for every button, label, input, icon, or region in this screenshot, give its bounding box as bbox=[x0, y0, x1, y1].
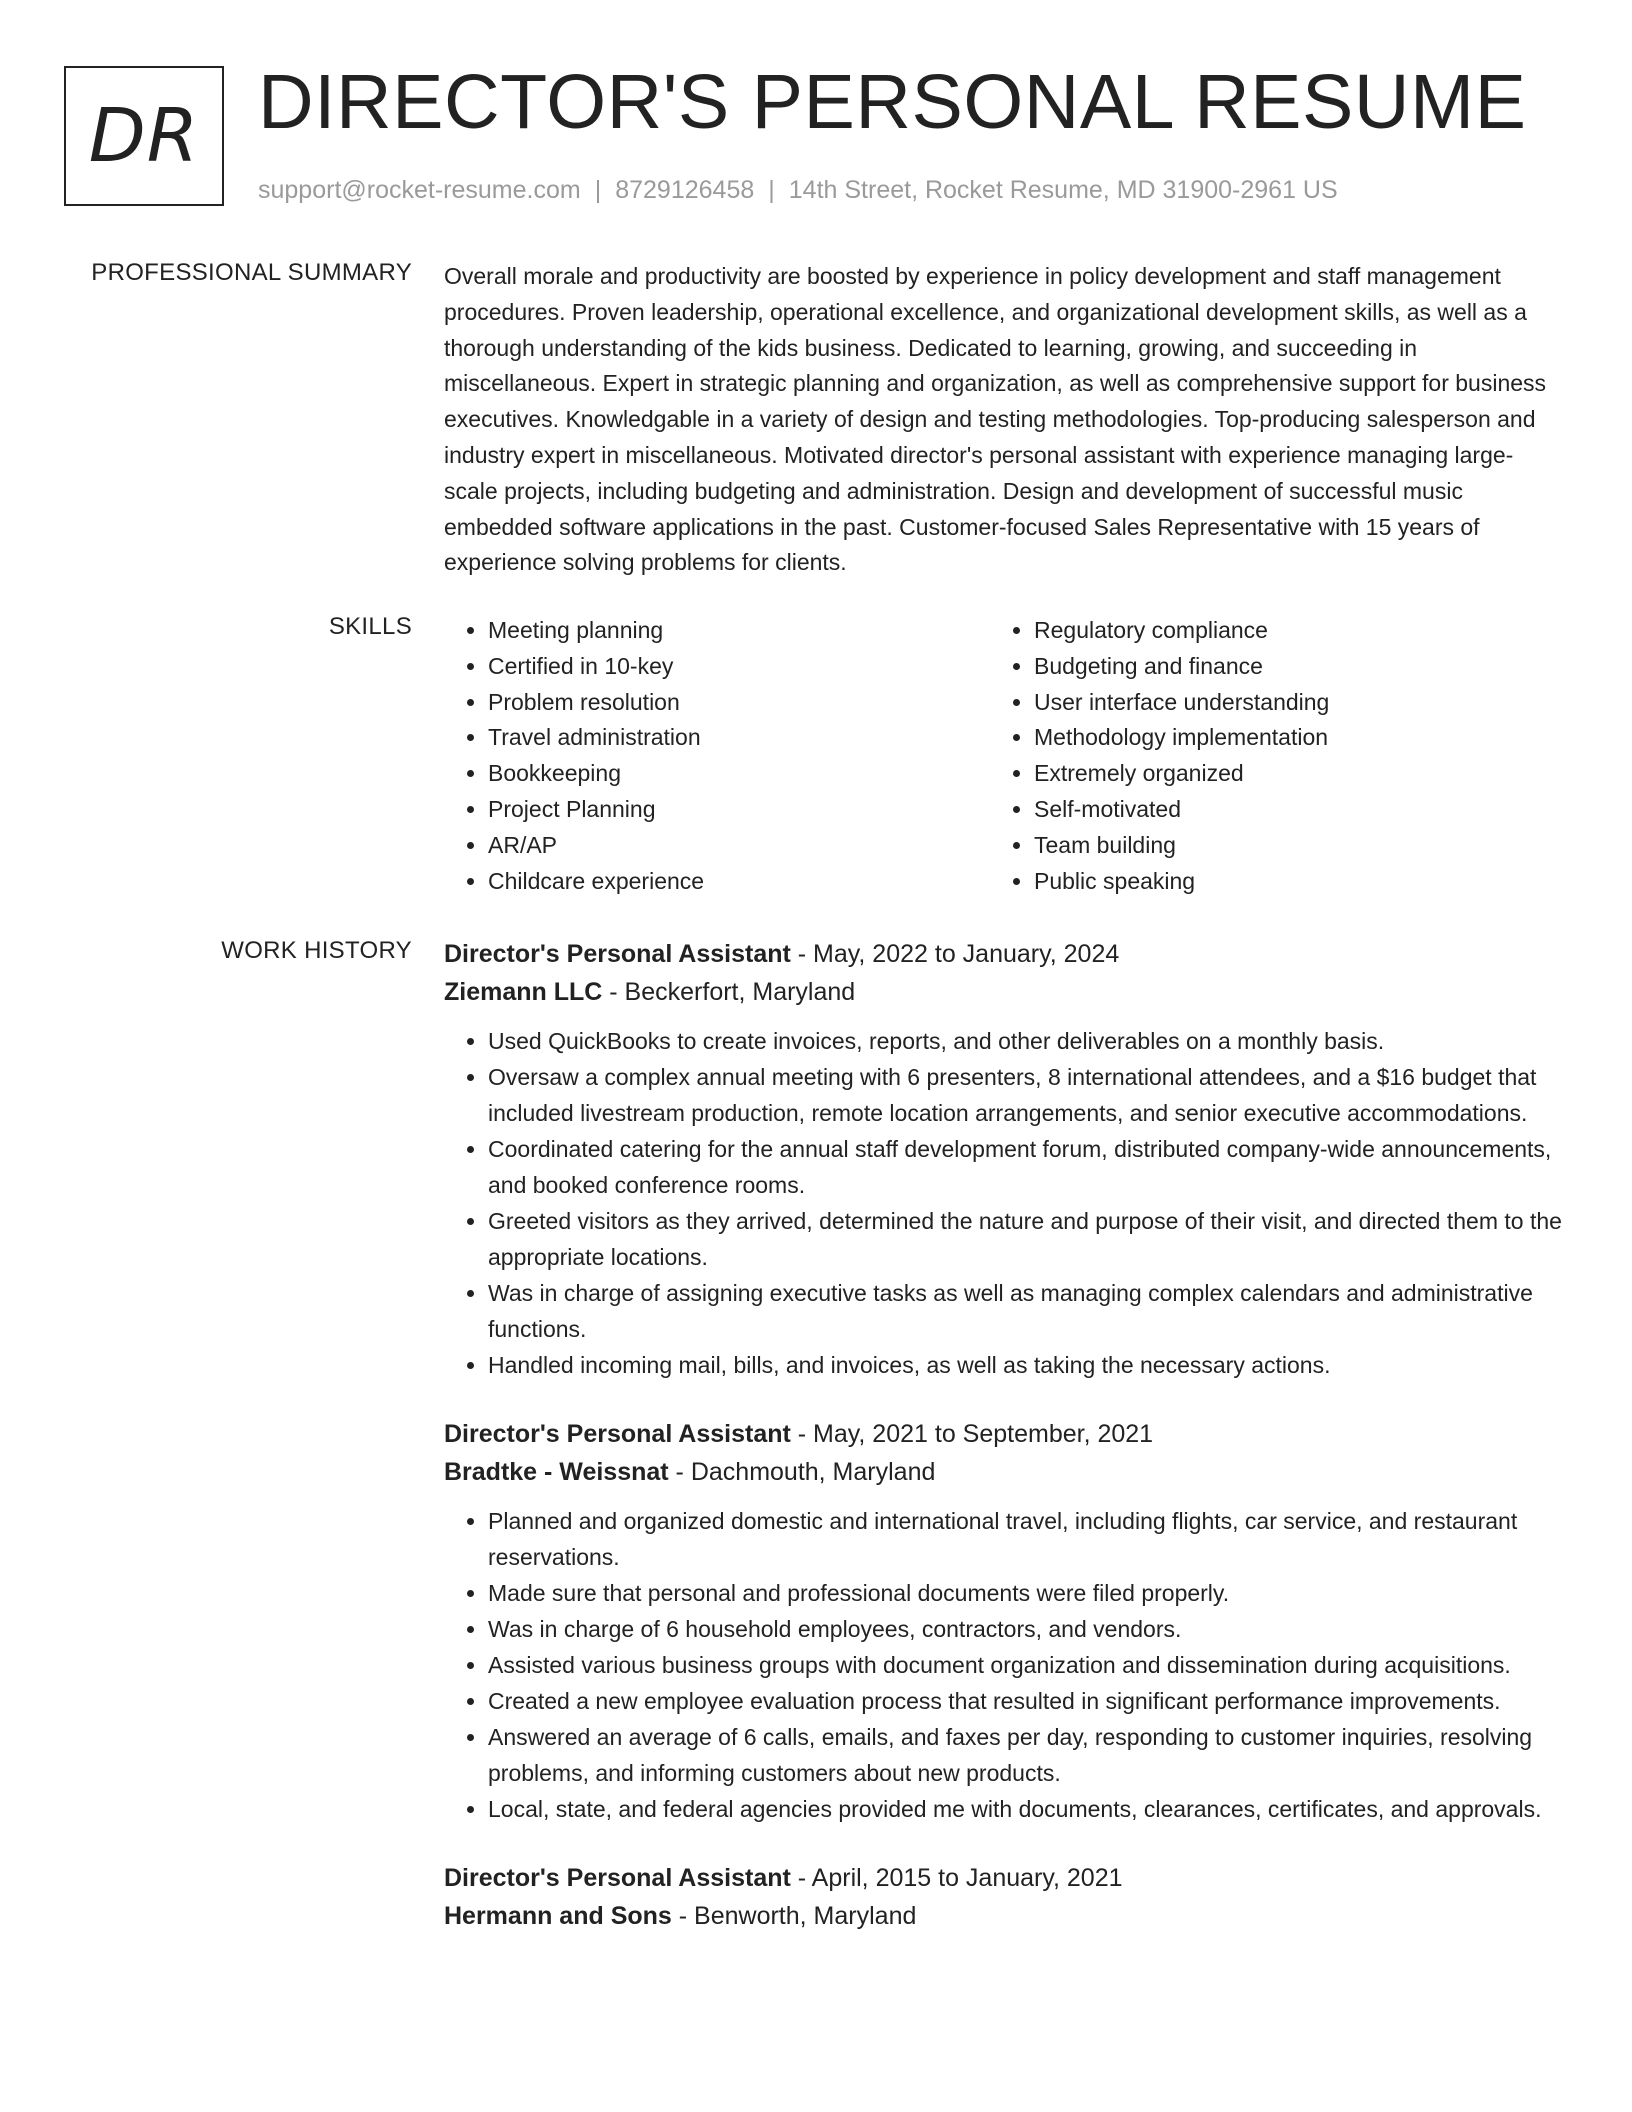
job-bullet: • Was in charge of assigning executive tasks as well as managing complex calendars and administrative functions. bbox=[488, 1275, 1564, 1347]
contact-address: 14th Street, Rocket Resume, MD 31900-2961 US bbox=[788, 176, 1338, 204]
job-bullet: • Handled incoming mail, bills, and invoices, as well as taking the necessary actions. bbox=[488, 1347, 1564, 1383]
section-label-summary: PROFESSIONAL SUMMARY bbox=[91, 259, 412, 286]
job-location: - Beckerfort, Maryland bbox=[602, 978, 856, 1006]
job-title: Director's Personal Assistant bbox=[444, 940, 791, 968]
job-company-line bbox=[444, 1453, 1564, 1491]
skill-item: • Budgeting and finance bbox=[1034, 649, 1536, 685]
skills-list-left bbox=[444, 613, 990, 899]
job-dates: - April, 2015 to January, 2021 bbox=[790, 1864, 1123, 1892]
job-company: Bradtke - Weissnat bbox=[444, 1458, 669, 1486]
skill-item: • Childcare experience bbox=[488, 864, 990, 900]
skill-item: • Certified in 10-key bbox=[488, 649, 990, 685]
skill-item: • Regulatory compliance bbox=[1034, 613, 1536, 649]
job-bullets bbox=[444, 1023, 1564, 1383]
job-bullet: • Made sure that personal and professional documents were filed properly. bbox=[488, 1575, 1564, 1611]
skill-item: • Team building bbox=[1034, 828, 1536, 864]
skill-item: • Travel administration bbox=[488, 720, 990, 756]
job-bullet: • Coordinated catering for the annual staff development forum, distributed company-wide announcements, and booked conference rooms. bbox=[488, 1131, 1564, 1203]
job-bullet: • Planned and organized domestic and international travel, including flights, car service, and restaurant reservations. bbox=[488, 1503, 1564, 1575]
job-bullet: • Local, state, and federal agencies provided me with documents, clearances, certificates, and approvals. bbox=[488, 1791, 1564, 1827]
skill-item: • Extremely organized bbox=[1034, 756, 1536, 792]
summary-text: Overall morale and productivity are boosted by experience in policy development and staff management procedures. Proven leadership, operational excellence, and organizational development skills, as well as a thorough understanding of the kids business. Dedicated to learning, growing, and succeeding in miscellaneous. Expert in strategic planning and organization, as well as comprehensive support for business executives. Knowledgable in a variety of design and testing methodologies. Top-producing salesperson and industry expert in miscellaneous. Motivated director's personal assistant with experience managing large-scale projects, including budgeting and administration. Design and development of successful music embedded software applications in the past. Customer-focused Sales Representative with 15 years of experience solving problems for clients. bbox=[444, 263, 1547, 576]
skill-item: • Meeting planning bbox=[488, 613, 990, 649]
skills-list-right bbox=[990, 613, 1536, 899]
resume-title: DIRECTOR'S PERSONAL RESUME bbox=[258, 59, 1527, 145]
contact-separator: | bbox=[768, 176, 775, 204]
skill-item: • Bookkeeping bbox=[488, 756, 990, 792]
skill-item: • Self-motivated bbox=[1034, 792, 1536, 828]
job-bullet: • Oversaw a complex annual meeting with 6 presenters, 8 international attendees, and a $16 budget that included livestream production, remote location arrangements, and senior executive accommodations. bbox=[488, 1059, 1564, 1131]
job-bullets bbox=[444, 1503, 1564, 1827]
job-bullet: • Was in charge of 6 household employees, contractors, and vendors. bbox=[488, 1611, 1564, 1647]
skill-item: • Problem resolution bbox=[488, 685, 990, 721]
job-entry bbox=[444, 935, 1564, 1383]
job-company: Hermann and Sons bbox=[444, 1902, 672, 1930]
section-label-work-history: WORK HISTORY bbox=[221, 937, 412, 964]
work-history-body bbox=[444, 935, 1564, 1935]
job-title-line bbox=[444, 935, 1564, 973]
job-title-line bbox=[444, 1415, 1564, 1453]
job-bullet: • Used QuickBooks to create invoices, reports, and other deliverables on a monthly basis. bbox=[488, 1023, 1564, 1059]
contact-separator: | bbox=[594, 176, 602, 204]
resume-header bbox=[64, 59, 1564, 226]
job-title: Director's Personal Assistant bbox=[444, 1420, 791, 1448]
job-dates: - May, 2022 to January, 2024 bbox=[790, 940, 1120, 968]
job-entry bbox=[444, 1415, 1564, 1827]
job-bullet: • Answered an average of 6 calls, emails, and faxes per day, responding to customer inquiries, resolving problems, and informing customers about new products. bbox=[488, 1719, 1564, 1791]
job-title: Director's Personal Assistant bbox=[444, 1864, 791, 1892]
skills-body bbox=[444, 613, 1564, 899]
job-location: - Dachmouth, Maryland bbox=[668, 1458, 936, 1486]
job-entry bbox=[444, 1859, 1564, 1935]
section-label-skills: SKILLS bbox=[328, 613, 412, 640]
skill-item: • AR/AP bbox=[488, 828, 990, 864]
skill-item: • User interface understanding bbox=[1034, 685, 1536, 721]
job-company: Ziemann LLC bbox=[444, 978, 603, 1006]
monogram-logo: DR bbox=[64, 66, 224, 206]
skill-item: • Project Planning bbox=[488, 792, 990, 828]
contact-line bbox=[258, 176, 1338, 205]
contact-phone: 8729126458 bbox=[615, 176, 755, 204]
job-bullet: • Greeted visitors as they arrived, determined the nature and purpose of their visit, and directed them to the appropriate locations. bbox=[488, 1203, 1564, 1275]
job-bullet: • Created a new employee evaluation process that resulted in significant performance improvements. bbox=[488, 1683, 1564, 1719]
skill-item: • Public speaking bbox=[1034, 864, 1536, 900]
job-company-line bbox=[444, 1897, 1564, 1935]
job-dates: - May, 2021 to September, 2021 bbox=[790, 1420, 1154, 1448]
skill-item: • Methodology implementation bbox=[1034, 720, 1536, 756]
contact-email: support@rocket-resume.com bbox=[258, 176, 581, 204]
job-company-line bbox=[444, 973, 1564, 1011]
job-title-line bbox=[444, 1859, 1564, 1897]
job-bullet: • Assisted various business groups with document organization and dissemination during acquisitions. bbox=[488, 1647, 1564, 1683]
job-location: - Benworth, Maryland bbox=[671, 1902, 917, 1930]
summary-body bbox=[444, 259, 1564, 581]
